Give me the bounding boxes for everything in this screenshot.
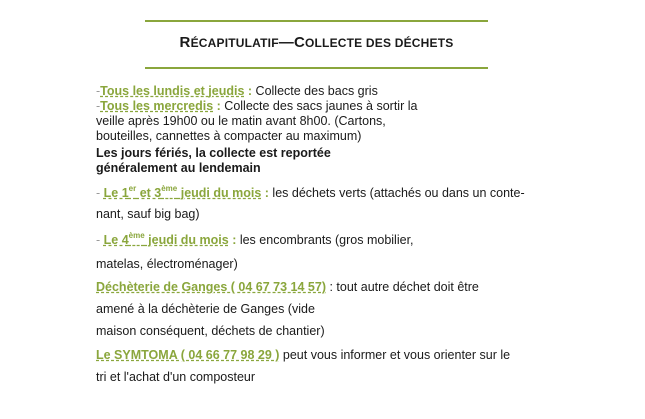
bullet-dash: -: [96, 233, 104, 247]
title-first-letter: R: [179, 34, 191, 51]
title-part-2: OLLECTE DES DÉCHETS: [304, 36, 454, 50]
text-lendemain: généralement au lendemain: [96, 161, 261, 175]
line-jours-feries: [96, 146, 331, 160]
text-matelas: matelas, électroménager): [96, 257, 238, 271]
line-encombrants: [96, 230, 414, 247]
document-title: [145, 34, 488, 51]
text-bacs-gris: Collecte des bacs gris: [252, 84, 378, 98]
line-matelas: [96, 257, 238, 271]
label-part: Le 4: [103, 233, 129, 247]
title-c-letter: C: [293, 34, 305, 51]
label-decheterie-ganges: Déchèterie de Ganges ( 04 67 73 14 57): [96, 280, 326, 294]
text-big-bag: nant, sauf big bag): [96, 207, 200, 221]
bottom-rule: [145, 67, 488, 69]
label-4eme-jeudi: [103, 230, 229, 247]
ordinal-sup: er: [128, 183, 137, 193]
label-1er-3eme-jeudi: [103, 183, 262, 200]
line-veille: [96, 114, 386, 128]
text-veille: veille après 19h00 ou le matin avant 8h00. (Cartons,: [96, 114, 386, 128]
title-dash: —: [278, 34, 294, 51]
ordinal-sup: ème: [128, 230, 145, 240]
line-mercredis: [96, 99, 417, 113]
line-amene: [96, 302, 315, 316]
bullet-dash: -: [96, 84, 101, 98]
line-dechets-verts: [96, 183, 525, 200]
line-lundis-jeudis: [96, 84, 378, 98]
line-decheterie: [96, 280, 479, 294]
line-composteur: [96, 370, 255, 384]
text-jours-feries: Les jours fériés, la collecte est reportée: [96, 146, 331, 160]
text-maison: maison conséquent, déchets de chantier): [96, 324, 325, 338]
text-autre-dechet: : tout autre déchet doit être: [326, 280, 479, 294]
label-part: jeudi du mois: [177, 186, 262, 200]
bullet-dash: -: [96, 186, 104, 200]
text-sacs-jaunes: Collecte des sacs jaunes à sortir la: [220, 99, 418, 113]
colon: :: [213, 99, 221, 113]
bullet-dash: -: [96, 99, 101, 113]
label-mercredis: Tous les mercredis: [100, 99, 214, 113]
line-maison: [96, 324, 325, 338]
line-lendemain: [96, 161, 261, 175]
text-dechets-verts: les déchets verts (attachés ou dans un conte-: [268, 186, 525, 200]
line-bouteilles: [96, 129, 361, 143]
text-composteur: tri et l'achat d'un composteur: [96, 370, 256, 384]
colon: :: [244, 84, 253, 98]
text-bouteilles: bouteilles, cannettes à compacter au maximum): [96, 129, 362, 143]
text-encombrants: les encombrants (gros mobilier,: [236, 233, 414, 247]
label-part: et 3: [136, 186, 162, 200]
text-symtoma: peut vous informer et vous orienter sur le: [279, 348, 511, 362]
colon: :: [261, 186, 269, 200]
line-symtoma: [96, 348, 510, 362]
label-part: Le 1: [103, 186, 129, 200]
ordinal-sup: ème: [161, 183, 178, 193]
top-rule: [145, 20, 488, 22]
label-part: jeudi du mois: [144, 233, 229, 247]
label-lundis-jeudis: Tous les lundis et jeudis: [100, 84, 245, 98]
line-big-bag: [96, 207, 200, 221]
label-symtoma: Le SYMTOMA ( 04 66 77 98 29 ): [96, 348, 280, 362]
text-amene: amené à la déchèterie de Ganges (vide: [96, 302, 315, 316]
colon: :: [228, 233, 237, 247]
title-part-1: ÉCAPITULATIF: [190, 36, 279, 50]
